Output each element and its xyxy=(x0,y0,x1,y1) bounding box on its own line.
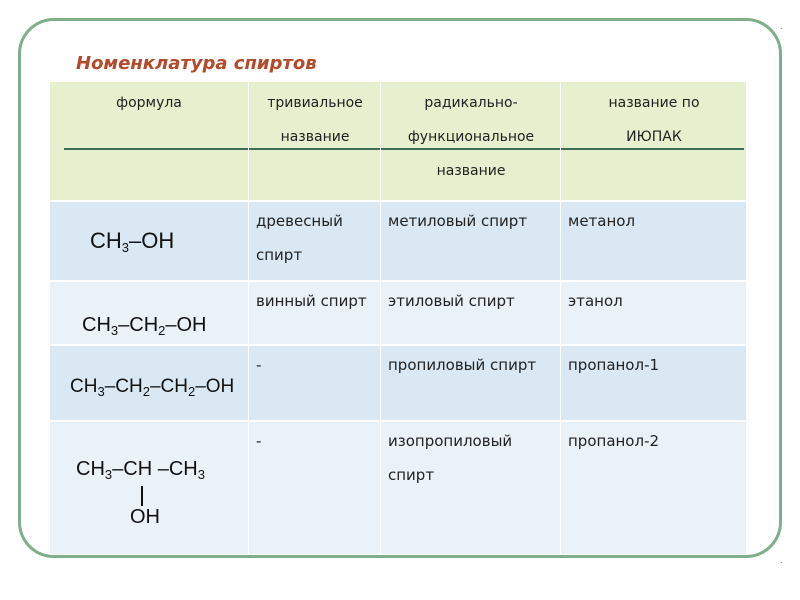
formula-methanol: $CH_3-OH$ xyxy=(90,228,175,255)
cell-iupac: пропанол-2 xyxy=(568,432,660,450)
cell-trivial: - xyxy=(256,356,262,374)
formula-ethanol: $CH_3-CH_2-OH$ xyxy=(82,314,207,338)
cell-trivial: древесный спирт xyxy=(256,212,343,264)
corner-dot: . xyxy=(780,22,783,31)
header-rule xyxy=(64,148,744,150)
formula-propanol-2: $CH_3-CH$ $-CH_3$ xyxy=(76,458,205,482)
page-title: Номенклатура спиртов xyxy=(76,53,317,74)
cell-radical: этиловый спирт xyxy=(388,292,515,310)
cell-iupac: этанол xyxy=(568,292,623,310)
nomenclature-table xyxy=(50,82,746,554)
cell-trivial: винный спирт xyxy=(256,292,367,310)
bond-line xyxy=(141,486,143,506)
formula-oh-group: OH xyxy=(130,506,160,528)
cell-radical: пропиловый спирт xyxy=(388,356,537,374)
header-iupac: название по ИЮПАК xyxy=(608,95,700,145)
formula-propanol-1: $CH_3-CH_2-CH_2-OH$ xyxy=(70,376,235,399)
header-radical: радикально- функциональное название xyxy=(407,95,535,179)
cell-radical: изопропиловый спирт xyxy=(388,432,513,484)
table-row xyxy=(50,422,746,554)
table-row xyxy=(50,202,746,280)
table-header xyxy=(50,82,746,200)
cell-trivial: - xyxy=(256,432,262,450)
header-formula: формула xyxy=(116,95,182,111)
cell-radical: метиловый спирт xyxy=(388,212,528,230)
cell-iupac: метанол xyxy=(568,212,636,230)
cell-iupac: пропанол-1 xyxy=(568,356,660,374)
header-trivial: тривиальное название xyxy=(267,95,363,145)
table-row xyxy=(50,282,746,344)
table-row xyxy=(50,346,746,420)
corner-dot: . xyxy=(780,556,783,565)
